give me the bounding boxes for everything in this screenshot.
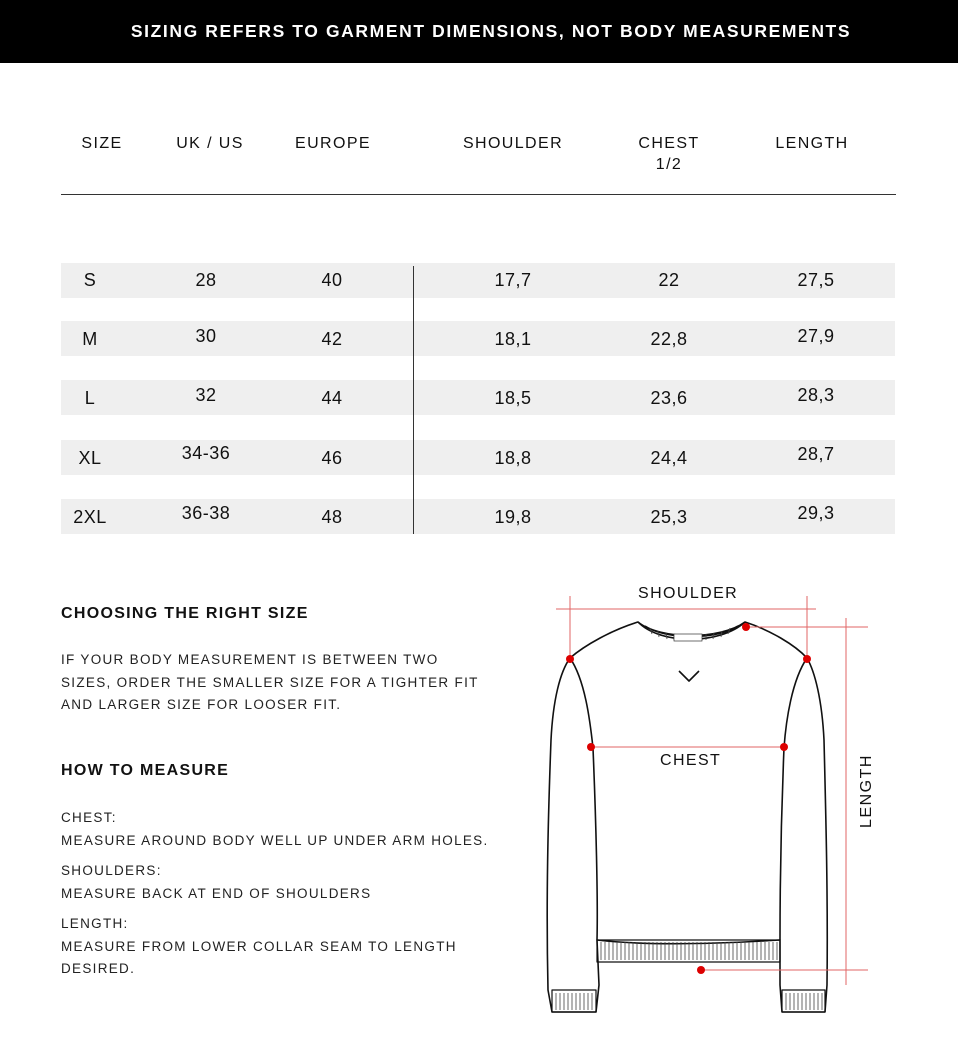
- measurement-lines: [556, 596, 868, 985]
- shoulder-left-dot: [566, 655, 574, 663]
- neck-label-tag: [674, 634, 702, 641]
- cell-europe: 46: [321, 448, 343, 468]
- chest-instruction-label: CHEST:: [61, 810, 117, 825]
- cell-length: 29,3: [797, 503, 835, 523]
- cell-europe: 44: [321, 388, 343, 408]
- chest-left-dot: [587, 743, 595, 751]
- measurement-dots: [566, 623, 811, 974]
- col-header-ukus: UK / US: [176, 135, 244, 152]
- right-cuff: [782, 990, 825, 1012]
- cell-ukus: 30: [195, 326, 217, 346]
- cell-ukus: 28: [195, 270, 217, 290]
- col-header-length: LENGTH: [775, 135, 849, 152]
- choosing-line: SIZES, ORDER THE SMALLER SIZE FOR A TIGHTER FIT: [61, 674, 479, 690]
- cell-shoulder: 18,8: [494, 448, 532, 468]
- length-bottom-dot: [697, 966, 705, 974]
- measure-title: HOW TO MEASURE: [61, 762, 230, 779]
- banner-text: SIZING REFERS TO GARMENT DIMENSIONS, NOT BODY MEASUREMENTS: [130, 21, 852, 41]
- shoulders-instruction-label: SHOULDERS:: [61, 863, 162, 878]
- cell-size: S: [83, 270, 97, 290]
- length-top-dot: [742, 623, 750, 631]
- col-header-size: SIZE: [81, 135, 123, 152]
- choosing-title: CHOOSING THE RIGHT SIZE: [61, 605, 309, 622]
- chest-right-dot: [780, 743, 788, 751]
- cell-length: 27,9: [797, 326, 835, 346]
- cell-shoulder: 18,1: [494, 329, 532, 349]
- diagram-chest-label: CHEST: [660, 752, 722, 769]
- cell-chest: 23,6: [650, 388, 688, 408]
- shoulder-right-dot: [803, 655, 811, 663]
- col-header-chest-label: CHEST: [638, 135, 700, 152]
- cell-shoulder: 18,5: [494, 388, 532, 408]
- collar-vnotch: [679, 671, 699, 681]
- cell-chest: 22,8: [650, 329, 688, 349]
- choosing-line: AND LARGER SIZE FOR LOOSER FIT.: [61, 697, 342, 712]
- cell-europe: 40: [321, 270, 343, 290]
- cell-length: 28,3: [797, 385, 835, 405]
- diagram-shoulder-label: SHOULDER: [638, 585, 739, 602]
- length-instruction-label: LENGTH:: [61, 916, 129, 931]
- cell-ukus: 32: [195, 385, 217, 405]
- sweatshirt-body-outline: [547, 622, 827, 1012]
- cell-size: 2XL: [73, 507, 107, 527]
- cell-shoulder: 17,7: [494, 270, 532, 290]
- cell-ukus: 36-38: [181, 503, 231, 523]
- length-instruction-line: DESIRED.: [61, 961, 136, 976]
- cell-europe: 42: [321, 329, 343, 349]
- left-sleeve-seam: [570, 658, 597, 940]
- col-header-chest-sub: 1/2: [655, 156, 683, 173]
- cell-size: M: [82, 329, 98, 349]
- shoulders-instruction-text: MEASURE BACK AT END OF SHOULDERS: [61, 885, 372, 901]
- cell-length: 28,7: [797, 444, 835, 464]
- choosing-line: IF YOUR BODY MEASUREMENT IS BETWEEN TWO: [61, 652, 439, 667]
- diagram-length-label: LENGTH: [858, 754, 875, 828]
- length-instruction-line: MEASURE FROM LOWER COLLAR SEAM TO LENGTH: [61, 938, 457, 954]
- col-header-shoulder: SHOULDER: [462, 135, 564, 152]
- cell-size: L: [84, 388, 96, 408]
- cell-length: 27,5: [797, 270, 835, 290]
- col-header-europe: EUROPE: [295, 135, 371, 152]
- cell-europe: 48: [321, 507, 343, 527]
- chest-instruction-text: MEASURE AROUND BODY WELL UP UNDER ARM HOLES.: [61, 832, 489, 848]
- cell-chest: 22: [658, 270, 680, 290]
- right-sleeve-seam: [780, 658, 807, 940]
- cell-chest: 24,4: [650, 448, 688, 468]
- cell-ukus: 34-36: [181, 443, 231, 463]
- cell-size: XL: [78, 448, 102, 468]
- cell-chest: 25,3: [650, 507, 688, 527]
- left-cuff: [552, 990, 596, 1012]
- cell-shoulder: 19,8: [494, 507, 532, 527]
